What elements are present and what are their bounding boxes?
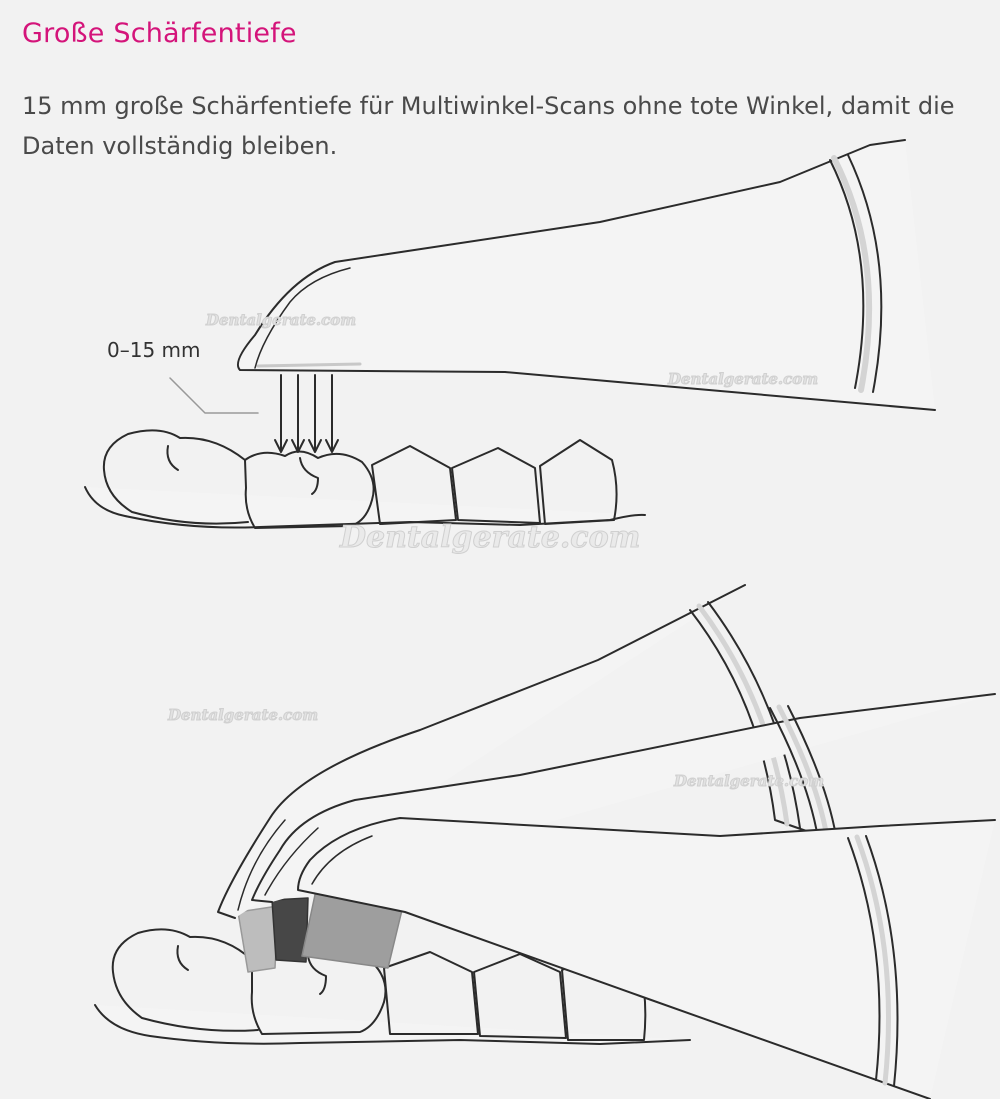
range-leader-line bbox=[170, 378, 258, 413]
watermark: Dentalgerate.com bbox=[168, 706, 319, 724]
scanner-position-3 bbox=[298, 818, 995, 1099]
section-heading: Große Schärfentiefe bbox=[22, 18, 297, 49]
description-text: 15 mm große Schärfentiefe für Multiwinkel-Scans ohne tote Winkel, damit die Daten vollständig bleiben. bbox=[22, 92, 955, 160]
scanner-tip-top bbox=[238, 140, 935, 410]
depth-range-label: 0–15 mm bbox=[107, 338, 201, 362]
watermark: Dentalgerate.com bbox=[674, 772, 825, 790]
watermark: Dentalgerate.com bbox=[340, 520, 641, 555]
teeth-top bbox=[85, 430, 645, 528]
watermark: Dentalgerate.com bbox=[668, 370, 819, 388]
scan-arrows bbox=[275, 375, 338, 452]
watermark: Dentalgerate.com bbox=[206, 311, 357, 329]
